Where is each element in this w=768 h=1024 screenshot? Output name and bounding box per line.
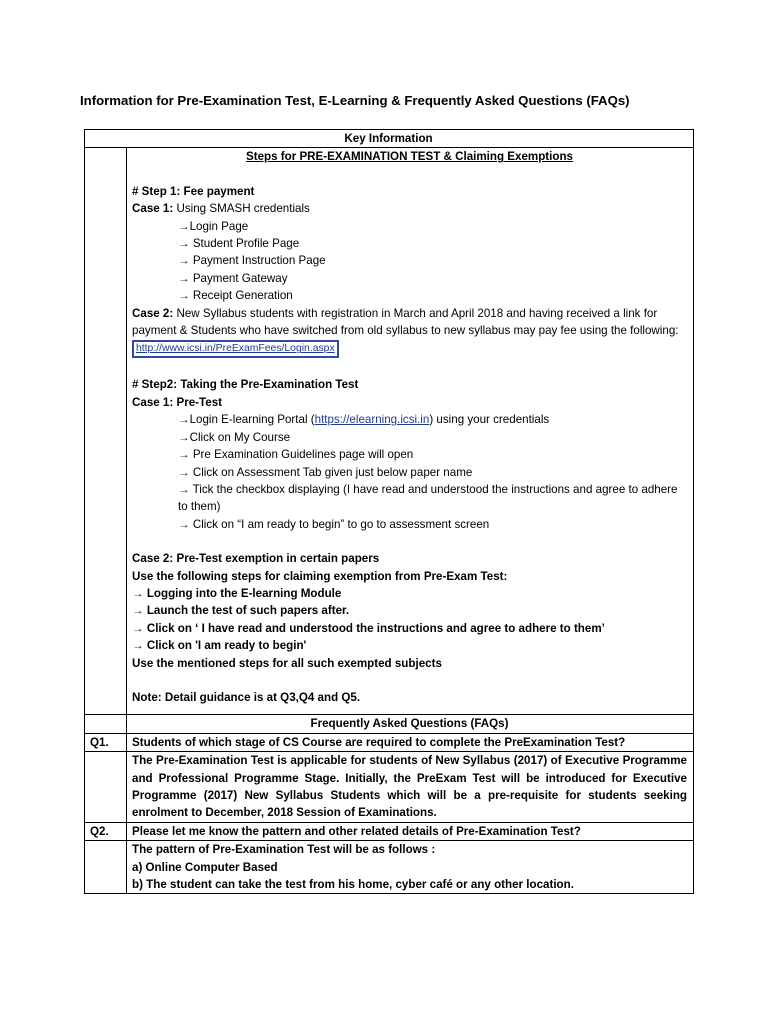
- arrow-icon: →: [132, 586, 144, 600]
- arrow-icon: →: [178, 430, 190, 444]
- step2-case2-item: → Logging into the E-learning Module: [132, 586, 342, 600]
- arrow-icon: →: [178, 413, 190, 427]
- faq-answer-number-cell: [85, 752, 127, 823]
- faq-answer-intro: The pattern of Pre-Examination Test will be as follows :: [132, 843, 436, 857]
- arrow-icon: →: [178, 289, 190, 303]
- faq-answer: [127, 841, 694, 894]
- faq-header: Frequently Asked Questions (FAQs): [127, 715, 694, 733]
- faq-answer-number-cell: [85, 841, 127, 894]
- arrow-icon: →: [178, 448, 190, 462]
- step2-case1-item: →Login E-learning Portal (https://elearning.icsi.in) using your credentials: [178, 413, 550, 427]
- faq-answer-row: [85, 841, 694, 894]
- step1-case1-item: → Payment Gateway: [178, 271, 288, 285]
- faq-answer-item: b) The student can take the test from his home, cyber café or any other location.: [132, 878, 574, 892]
- arrow-icon: →: [132, 639, 144, 653]
- arrow-icon: →: [178, 482, 190, 496]
- step2-case1-item: → Pre Examination Guidelines page will open: [178, 448, 414, 462]
- step1-heading: # Step 1: Fee payment: [132, 184, 255, 198]
- step1-case1-item: → Payment Instruction Page: [178, 254, 326, 268]
- step1-case1: [132, 200, 687, 217]
- faq-answer-row: [85, 752, 694, 823]
- fee-payment-link[interactable]: http://www.icsi.in/PreExamFees/Login.aspx: [136, 343, 335, 355]
- steps-heading: Steps for PRE-EXAMINATION TEST & Claiming Exemptions: [245, 150, 574, 164]
- step2-case2-outro: Use the mentioned steps for all such exempted subjects: [132, 656, 442, 670]
- step2-case2-item: → Click on 'I am ready to begin': [132, 639, 307, 653]
- steps-content-cell: [127, 148, 694, 715]
- step1-case2: [132, 305, 687, 340]
- arrow-icon: →: [178, 465, 190, 479]
- faq-header-row: [85, 715, 694, 733]
- document-title: Information for Pre-Examination Test, E-Learning & Frequently Asked Questions (FAQs): [80, 93, 630, 108]
- key-information-header: Key Information: [85, 130, 694, 148]
- arrow-icon: →: [178, 254, 190, 268]
- arrow-icon: →: [132, 621, 144, 635]
- step2-case1-item: → Tick the checkbox displaying (I have read and understood the instructions and agree to adhere to them): [178, 482, 678, 514]
- steps-number-cell: [85, 148, 127, 715]
- key-information-header-row: [85, 130, 694, 148]
- faq-question: Please let me know the pattern and other related details of Pre-Examination Test?: [127, 822, 694, 840]
- step1-case1-item: → Receipt Generation: [178, 289, 293, 303]
- step2-case1-label: Case 1: Pre-Test: [132, 395, 222, 409]
- elearning-portal-link[interactable]: https://elearning.icsi.in: [314, 413, 430, 427]
- step2-heading: # Step2: Taking the Pre-Examination Test: [132, 378, 359, 392]
- step1-case1-text: Using SMASH credentials: [173, 202, 310, 216]
- faq-question-row: [85, 822, 694, 840]
- faq-question-number: Q2.: [85, 822, 127, 840]
- fee-payment-link-box: [132, 340, 339, 358]
- arrow-icon: →: [178, 237, 190, 251]
- arrow-icon: →: [132, 604, 144, 618]
- step1-case2-text: New Syllabus students with registration in March and April 2018 and having received a link for payment & Students who have switched from old syllabus to new syllabus may pay fee using the following:: [132, 306, 679, 338]
- step2-case2-intro: Use the following steps for claiming exemption from Pre-Exam Test:: [132, 569, 508, 583]
- arrow-icon: →: [178, 271, 190, 285]
- step1-case1-item: →Login Page: [178, 219, 249, 233]
- step1-case1-item: → Student Profile Page: [178, 237, 300, 251]
- arrow-icon: →: [178, 517, 190, 531]
- step2-case1-item: → Click on Assessment Tab given just below paper name: [178, 465, 473, 479]
- step2-case2-item: → Click on ‘ I have read and understood the instructions and agree to adhere to them’: [132, 621, 605, 635]
- faq-answer-item: a) Online Computer Based: [132, 860, 278, 874]
- steps-row: [85, 148, 694, 715]
- arrow-icon: →: [178, 219, 190, 233]
- faq-answer: The Pre-Examination Test is applicable for students of New Syllabus (2017) of Executive Programme and Professional Programme Stage. Initially, the PreExam Test will be introduced for Executive Programme (2017) New Syllabus Students which will be a pre-requisite for students seeking enrolment to December, 2018 Session of Examinations.: [127, 752, 694, 823]
- faq-question-row: [85, 733, 694, 751]
- faq-question-number: Q1.: [85, 733, 127, 751]
- step2-case2-label: Case 2: Pre-Test exemption in certain papers: [132, 552, 380, 566]
- step1-case2-label: Case 2:: [132, 306, 174, 320]
- step2-case2-item: → Launch the test of such papers after.: [132, 604, 350, 618]
- step2-case1-item: →Click on My Course: [178, 430, 291, 444]
- step1-case1-label: Case 1:: [132, 202, 174, 216]
- faq-question: Students of which stage of CS Course are required to complete the PreExamination Test?: [127, 733, 694, 751]
- key-information-table: [84, 129, 694, 894]
- faq-header-number-cell: [85, 715, 127, 733]
- guidance-note: Note: Detail guidance is at Q3,Q4 and Q5.: [132, 690, 361, 704]
- step2-case1-item: → Click on “I am ready to begin” to go to assessment screen: [178, 517, 490, 531]
